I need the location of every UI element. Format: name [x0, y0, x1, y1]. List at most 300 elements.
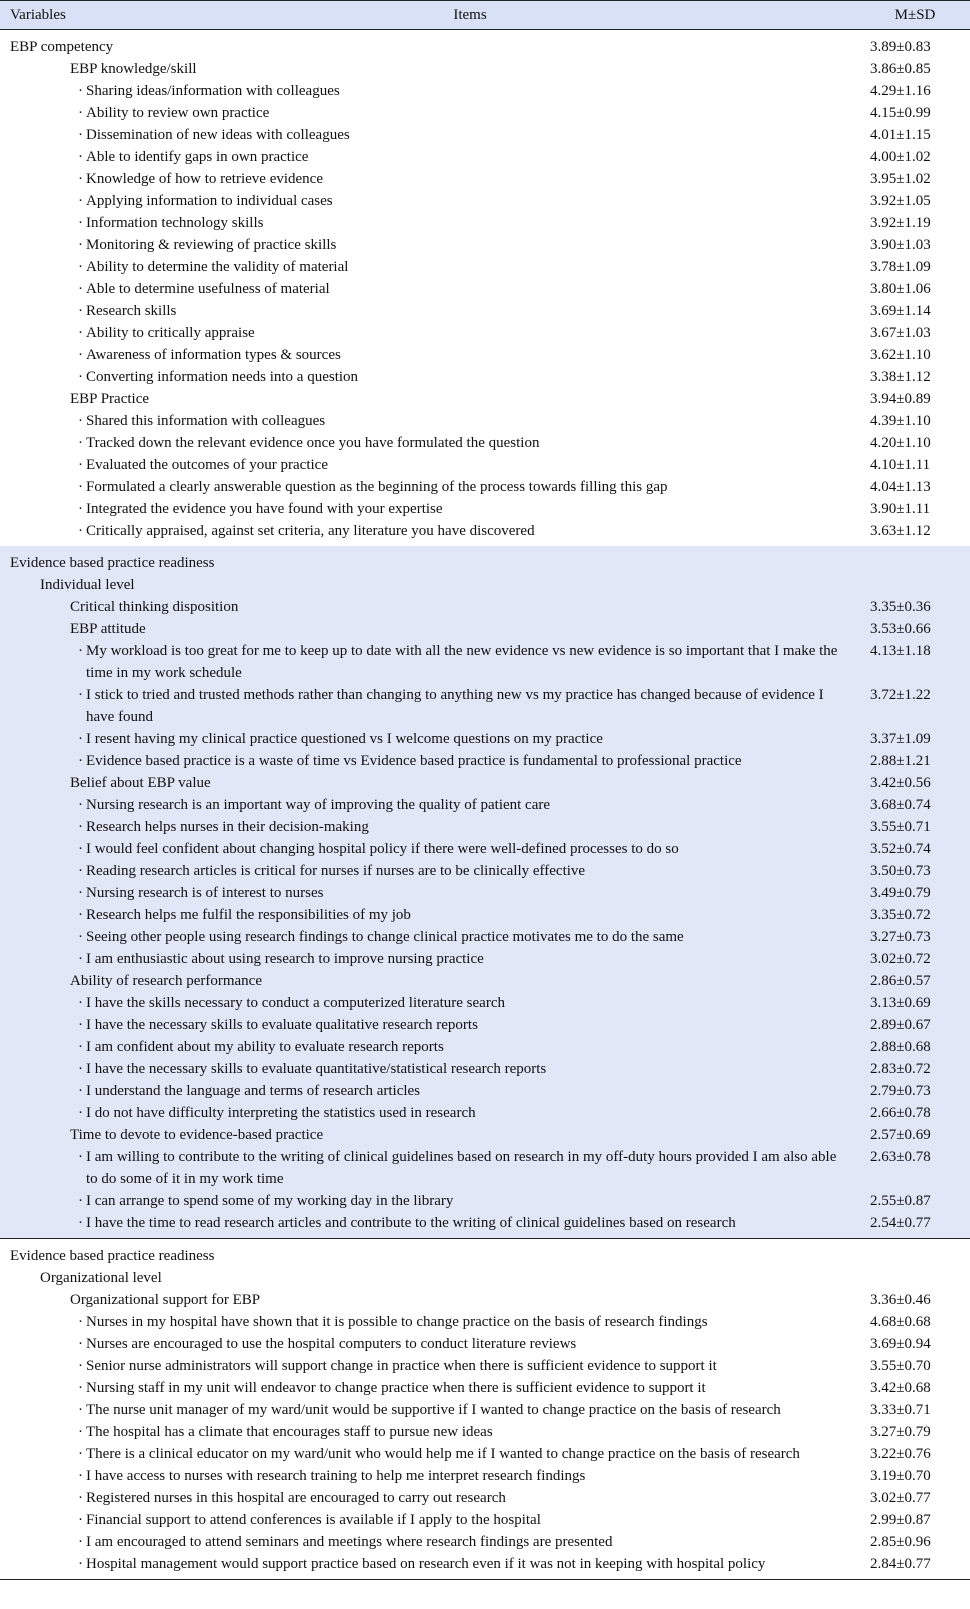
category-row — [0, 970, 970, 992]
item-text: I can arrange to spend some of my working day in the library — [86, 1193, 454, 1209]
item-label — [0, 300, 858, 322]
bullet-icon: · — [78, 1556, 83, 1572]
item-label — [0, 1355, 858, 1377]
msd-value: 3.90±1.03 — [870, 237, 931, 253]
msd-value: 2.89±0.67 — [870, 1017, 931, 1033]
item-text: I am encouraged to attend seminars and meetings where research findings are presented — [86, 1534, 613, 1550]
item-row — [0, 1443, 970, 1465]
item-row — [0, 234, 970, 256]
msd-value: 3.94±0.89 — [870, 391, 931, 407]
item-label — [0, 190, 858, 212]
msd-value: 4.39±1.10 — [870, 413, 931, 429]
msd-value: 3.52±0.74 — [870, 841, 931, 857]
bullet-icon: · — [78, 149, 83, 165]
msd-value: 3.63±1.12 — [870, 523, 931, 539]
item-text: Integrated the evidence you have found with your expertise — [86, 501, 443, 517]
bullet-icon: · — [78, 171, 83, 187]
item-row — [0, 102, 970, 124]
item-row — [0, 146, 970, 168]
msd-value: 4.13±1.18 — [870, 643, 931, 659]
bullet-icon: · — [78, 435, 83, 451]
item-label — [0, 168, 858, 190]
item-row — [0, 322, 970, 344]
item-text: Financial support to attend conferences is available if I apply to the hospital — [86, 1512, 541, 1528]
item-row — [0, 80, 970, 102]
msd-value: 3.35±0.36 — [870, 599, 931, 615]
category-row — [0, 596, 970, 618]
header-items: Items — [453, 6, 487, 23]
msd-value: 4.04±1.13 — [870, 479, 931, 495]
item-text: Senior nurse administrators will support change in practice when there is sufficient evidence to support it — [86, 1358, 717, 1374]
category-row — [0, 388, 970, 410]
item-row — [0, 794, 970, 816]
item-label — [0, 838, 858, 860]
msd-value: 3.92±1.05 — [870, 193, 931, 209]
item-row — [0, 344, 970, 366]
bullet-icon: · — [78, 885, 83, 901]
msd-value: 4.29±1.16 — [870, 83, 931, 99]
item-label — [0, 234, 858, 256]
item-row — [0, 454, 970, 476]
msd-value: 3.37±1.09 — [870, 731, 931, 747]
bullet-icon: · — [78, 1380, 83, 1396]
bullet-icon: · — [78, 215, 83, 231]
bullet-icon: · — [78, 995, 83, 1011]
item-text: Knowledge of how to retrieve evidence — [86, 171, 323, 187]
bullet-icon: · — [78, 83, 83, 99]
item-row — [0, 1311, 970, 1333]
bullet-icon: · — [78, 841, 83, 857]
item-label — [0, 640, 858, 684]
item-text: I have the skills necessary to conduct a computerized literature search — [86, 995, 505, 1011]
bullet-icon: · — [78, 1314, 83, 1330]
msd-value: 2.55±0.87 — [870, 1193, 931, 1209]
msd-value: 3.69±1.14 — [870, 303, 931, 319]
item-text: Ability to critically appraise — [86, 325, 255, 341]
item-text: Evaluated the outcomes of your practice — [86, 457, 328, 473]
bullet-icon: · — [78, 1061, 83, 1077]
item-label — [0, 1311, 858, 1333]
item-label — [0, 1377, 858, 1399]
item-label — [0, 80, 858, 102]
item-row — [0, 410, 970, 432]
item-text: Hospital management would support practice based on research even if it was not in keeping with hospital policy — [86, 1556, 766, 1572]
item-row — [0, 728, 970, 750]
msd-value: 4.10±1.11 — [870, 457, 931, 473]
item-text: Tracked down the relevant evidence once you have formulated the question — [86, 435, 540, 451]
item-label — [0, 1531, 858, 1553]
item-row — [0, 168, 970, 190]
item-row — [0, 520, 970, 542]
item-text: Applying information to individual cases — [86, 193, 333, 209]
item-text: I understand the language and terms of research articles — [86, 1083, 421, 1099]
item-label — [0, 520, 858, 542]
item-text: I have access to nurses with research training to help me interpret research findings — [86, 1468, 586, 1484]
item-text: Research helps me fulfil the responsibilities of my job — [86, 907, 411, 923]
item-text: I am enthusiastic about using research to improve nursing practice — [86, 951, 484, 967]
msd-value: 2.66±0.78 — [870, 1105, 931, 1121]
msd-value: 4.20±1.10 — [870, 435, 931, 451]
msd-value: 3.80±1.06 — [870, 281, 931, 297]
item-label — [0, 926, 858, 948]
msd-value: 3.86±0.85 — [870, 61, 931, 77]
item-text: I have the time to read research articles and contribute to the writing of clinical guidelines based on research — [86, 1215, 736, 1231]
item-text: Research helps nurses in their decision-making — [86, 819, 369, 835]
item-text: Ability to determine the validity of material — [86, 259, 349, 275]
item-label — [0, 1443, 858, 1465]
bullet-icon: · — [78, 753, 83, 769]
category-row — [0, 552, 970, 574]
item-row — [0, 860, 970, 882]
item-text: Able to identify gaps in own practice — [86, 149, 309, 165]
bullet-icon: · — [78, 523, 83, 539]
bullet-icon: · — [78, 325, 83, 341]
msd-value: 2.57±0.69 — [870, 1127, 931, 1143]
item-label — [0, 882, 858, 904]
item-label — [0, 1212, 858, 1234]
msd-value: 3.72±1.22 — [870, 687, 931, 703]
msd-value: 2.63±0.78 — [870, 1149, 931, 1165]
msd-value: 3.68±0.74 — [870, 797, 931, 813]
item-text: Registered nurses in this hospital are encouraged to carry out research — [86, 1490, 506, 1506]
bullet-icon: · — [78, 237, 83, 253]
item-label — [0, 948, 858, 970]
msd-value: 3.67±1.03 — [870, 325, 931, 341]
category-row — [0, 36, 970, 58]
msd-value: 4.00±1.02 — [870, 149, 931, 165]
item-text: I would feel confident about changing hospital policy if there were well-defined processes to do so — [86, 841, 679, 857]
bullet-icon: · — [78, 1193, 83, 1209]
item-text: I do not have difficulty interpreting the statistics used in research — [86, 1105, 476, 1121]
bullet-icon: · — [78, 1336, 83, 1352]
item-label — [0, 1146, 858, 1190]
category-row — [0, 58, 970, 80]
item-row — [0, 1509, 970, 1531]
item-label — [0, 728, 858, 750]
item-label — [0, 1399, 858, 1421]
item-row — [0, 816, 970, 838]
item-text: Seeing other people using research findings to change clinical practice motivates me to do the same — [86, 929, 684, 945]
bullet-icon: · — [78, 369, 83, 385]
item-text: Critically appraised, against set criteria, any literature you have discovered — [86, 523, 535, 539]
item-row — [0, 300, 970, 322]
item-row — [0, 476, 970, 498]
item-text: Nurses in my hospital have shown that it is possible to change practice on the basis of research findings — [86, 1314, 708, 1330]
bullet-icon: · — [78, 643, 83, 659]
item-text: Research skills — [86, 303, 177, 319]
msd-value: 2.88±0.68 — [870, 1039, 931, 1055]
item-row — [0, 1355, 970, 1377]
section-readiness-organizational — [0, 1239, 970, 1580]
item-row — [0, 1421, 970, 1443]
category-label: Organizational level — [40, 1270, 162, 1286]
msd-value: 3.50±0.73 — [870, 863, 931, 879]
msd-value: 3.02±0.72 — [870, 951, 931, 967]
item-row — [0, 1102, 970, 1124]
bullet-icon: · — [78, 1402, 83, 1418]
bullet-icon: · — [78, 303, 83, 319]
bullet-icon: · — [78, 1039, 83, 1055]
msd-value: 2.99±0.87 — [870, 1512, 931, 1528]
bullet-icon: · — [78, 1468, 83, 1484]
item-row — [0, 1190, 970, 1212]
category-label: Critical thinking disposition — [70, 599, 239, 615]
msd-value: 2.83±0.72 — [870, 1061, 931, 1077]
category-row — [0, 1245, 970, 1267]
msd-value: 4.68±0.68 — [870, 1314, 931, 1330]
msd-value: 3.42±0.68 — [870, 1380, 931, 1396]
item-row — [0, 1531, 970, 1553]
item-text: Ability to review own practice — [86, 105, 270, 121]
item-text: I am confident about my ability to evaluate research reports — [86, 1039, 444, 1055]
item-label — [0, 256, 858, 278]
item-label — [0, 1014, 858, 1036]
bullet-icon: · — [78, 907, 83, 923]
header-variables: Variables — [10, 6, 66, 23]
item-text: Reading research articles is critical for nurses if nurses are to be clinically effective — [86, 863, 586, 879]
category-label: EBP attitude — [70, 621, 146, 637]
item-row — [0, 926, 970, 948]
bullet-icon: · — [78, 281, 83, 297]
item-row — [0, 366, 970, 388]
item-label — [0, 124, 858, 146]
bullet-icon: · — [78, 929, 83, 945]
item-label — [0, 146, 858, 168]
msd-value: 3.38±1.12 — [870, 369, 931, 385]
item-text: Able to determine usefulness of material — [86, 281, 330, 297]
bullet-icon: · — [78, 259, 83, 275]
item-text: My workload is too great for me to keep up to date with all the new evidence vs new evidence is so important that I make the time in my work schedule — [86, 643, 838, 681]
bullet-icon: · — [78, 1149, 83, 1165]
item-row — [0, 640, 970, 684]
item-label — [0, 1509, 858, 1531]
bullet-icon: · — [78, 479, 83, 495]
bullet-icon: · — [78, 731, 83, 747]
item-row — [0, 684, 970, 728]
bullet-icon: · — [78, 687, 83, 703]
msd-value: 3.92±1.19 — [870, 215, 931, 231]
category-label: EBP knowledge/skill — [70, 61, 197, 77]
category-row — [0, 1267, 970, 1289]
msd-value: 3.36±0.46 — [870, 1292, 931, 1308]
item-label — [0, 476, 858, 498]
item-label — [0, 794, 858, 816]
item-row — [0, 1014, 970, 1036]
msd-value: 3.02±0.77 — [870, 1490, 931, 1506]
item-row — [0, 1487, 970, 1509]
bullet-icon: · — [78, 1017, 83, 1033]
msd-value: 3.27±0.79 — [870, 1424, 931, 1440]
item-text: Awareness of information types & sources — [86, 347, 341, 363]
item-label — [0, 750, 858, 772]
category-label: Belief about EBP value — [70, 775, 211, 791]
item-text: Dissemination of new ideas with colleagues — [86, 127, 350, 143]
category-row — [0, 618, 970, 640]
item-text: Converting information needs into a question — [86, 369, 359, 385]
item-text: Nursing staff in my unit will endeavor to change practice when there is sufficient evidence to support it — [86, 1380, 706, 1396]
item-label — [0, 212, 858, 234]
item-label — [0, 1190, 858, 1212]
msd-value: 3.55±0.70 — [870, 1358, 931, 1374]
msd-value: 2.88±1.21 — [870, 753, 931, 769]
item-text: The hospital has a climate that encourages staff to pursue new ideas — [86, 1424, 493, 1440]
category-label: Organizational support for EBP — [70, 1292, 261, 1308]
item-text: Shared this information with colleagues — [86, 413, 326, 429]
item-row — [0, 212, 970, 234]
section-ebp-competency — [0, 30, 970, 546]
bullet-icon: · — [78, 797, 83, 813]
msd-value: 3.78±1.09 — [870, 259, 931, 275]
msd-value: 3.90±1.11 — [870, 501, 931, 517]
item-text: There is a clinical educator on my ward/unit who would help me if I wanted to change practice on the basis of research — [86, 1446, 800, 1462]
item-label — [0, 860, 858, 882]
table-header — [0, 0, 970, 30]
item-row — [0, 498, 970, 520]
item-text: Sharing ideas/information with colleagues — [86, 83, 340, 99]
item-label — [0, 684, 858, 728]
msd-value: 2.54±0.77 — [870, 1215, 931, 1231]
item-label — [0, 322, 858, 344]
item-text: Nursing research is an important way of improving the quality of patient care — [86, 797, 551, 813]
item-row — [0, 1333, 970, 1355]
item-row — [0, 882, 970, 904]
item-label — [0, 366, 858, 388]
item-text: Nursing research is of interest to nurses — [86, 885, 324, 901]
item-row — [0, 750, 970, 772]
bullet-icon: · — [78, 127, 83, 143]
msd-value: 3.19±0.70 — [870, 1468, 931, 1484]
bullet-icon: · — [78, 457, 83, 473]
item-text: I have the necessary skills to evaluate qualitative research reports — [86, 1017, 478, 1033]
item-row — [0, 124, 970, 146]
msd-value: 2.79±0.73 — [870, 1083, 931, 1099]
item-label — [0, 410, 858, 432]
item-label — [0, 1553, 858, 1575]
category-label: Time to devote to evidence-based practice — [70, 1127, 324, 1143]
category-label: EBP Practice — [70, 391, 150, 407]
msd-value: 3.33±0.71 — [870, 1402, 931, 1418]
item-label — [0, 1465, 858, 1487]
bullet-icon: · — [78, 1534, 83, 1550]
bullet-icon: · — [78, 105, 83, 121]
item-row — [0, 1553, 970, 1575]
item-label — [0, 1058, 858, 1080]
item-text: The nurse unit manager of my ward/unit would be supportive if I wanted to change practice on the basis of research — [86, 1402, 781, 1418]
msd-value: 3.89±0.83 — [870, 39, 931, 55]
item-label — [0, 816, 858, 838]
item-label — [0, 904, 858, 926]
msd-value: 2.84±0.77 — [870, 1556, 931, 1572]
item-text: I stick to tried and trusted methods rather than changing to anything new vs my practice has changed because of evidence I have found — [86, 687, 824, 725]
item-text: Formulated a clearly answerable question as the beginning of the process towards filling this gap — [86, 479, 668, 495]
msd-value: 3.53±0.66 — [870, 621, 931, 637]
category-label: Ability of research performance — [70, 973, 262, 989]
category-label: EBP competency — [10, 39, 114, 55]
item-row — [0, 1080, 970, 1102]
msd-value: 2.85±0.96 — [870, 1534, 931, 1550]
msd-value: 3.69±0.94 — [870, 1336, 931, 1352]
msd-value: 3.95±1.02 — [870, 171, 931, 187]
msd-value: 3.22±0.76 — [870, 1446, 931, 1462]
item-row — [0, 432, 970, 454]
item-label — [0, 1036, 858, 1058]
item-row — [0, 1465, 970, 1487]
item-label — [0, 102, 858, 124]
msd-value: 3.42±0.56 — [870, 775, 931, 791]
bullet-icon: · — [78, 1083, 83, 1099]
item-row — [0, 1377, 970, 1399]
item-row — [0, 278, 970, 300]
bullet-icon: · — [78, 1358, 83, 1374]
bullet-icon: · — [78, 1105, 83, 1121]
msd-value: 3.55±0.71 — [870, 819, 931, 835]
item-label — [0, 278, 858, 300]
item-row — [0, 1036, 970, 1058]
item-label — [0, 498, 858, 520]
bullet-icon: · — [78, 951, 83, 967]
msd-value: 3.13±0.69 — [870, 995, 931, 1011]
bullet-icon: · — [78, 1446, 83, 1462]
item-row — [0, 1399, 970, 1421]
category-label: Individual level — [40, 577, 135, 593]
item-row — [0, 1058, 970, 1080]
msd-value: 4.01±1.15 — [870, 127, 931, 143]
item-label — [0, 1102, 858, 1124]
category-label: Evidence based practice readiness — [10, 555, 215, 571]
msd-value: 3.27±0.73 — [870, 929, 931, 945]
item-label — [0, 992, 858, 1014]
bullet-icon: · — [78, 413, 83, 429]
msd-value: 2.86±0.57 — [870, 973, 931, 989]
category-label: Evidence based practice readiness — [10, 1248, 215, 1264]
item-label — [0, 432, 858, 454]
item-text: Monitoring & reviewing of practice skills — [86, 237, 337, 253]
item-text: Evidence based practice is a waste of time vs Evidence based practice is fundamental to professional practice — [86, 753, 742, 769]
bullet-icon: · — [78, 1215, 83, 1231]
category-row — [0, 574, 970, 596]
msd-value: 3.62±1.10 — [870, 347, 931, 363]
bullet-icon: · — [78, 193, 83, 209]
item-label — [0, 1421, 858, 1443]
bullet-icon: · — [78, 1490, 83, 1506]
item-row — [0, 838, 970, 860]
bullet-icon: · — [78, 1512, 83, 1528]
item-text: Information technology skills — [86, 215, 264, 231]
item-row — [0, 948, 970, 970]
msd-value: 3.35±0.72 — [870, 907, 931, 923]
category-row — [0, 1289, 970, 1311]
msd-value: 3.49±0.79 — [870, 885, 931, 901]
item-row — [0, 1212, 970, 1234]
item-label — [0, 454, 858, 476]
item-label — [0, 344, 858, 366]
item-row — [0, 1146, 970, 1190]
item-label — [0, 1333, 858, 1355]
item-text: I resent having my clinical practice questioned vs I welcome questions on my practice — [86, 731, 603, 747]
item-row — [0, 256, 970, 278]
category-row — [0, 1124, 970, 1146]
bullet-icon: · — [78, 347, 83, 363]
item-text: I have the necessary skills to evaluate quantitative/statistical research reports — [86, 1061, 547, 1077]
item-label — [0, 1487, 858, 1509]
item-row — [0, 992, 970, 1014]
item-row — [0, 190, 970, 212]
section-readiness-individual — [0, 546, 970, 1239]
item-text: Nurses are encouraged to use the hospital computers to conduct literature reviews — [86, 1336, 577, 1352]
bullet-icon: · — [78, 1424, 83, 1440]
msd-value: 4.15±0.99 — [870, 105, 931, 121]
bullet-icon: · — [78, 819, 83, 835]
